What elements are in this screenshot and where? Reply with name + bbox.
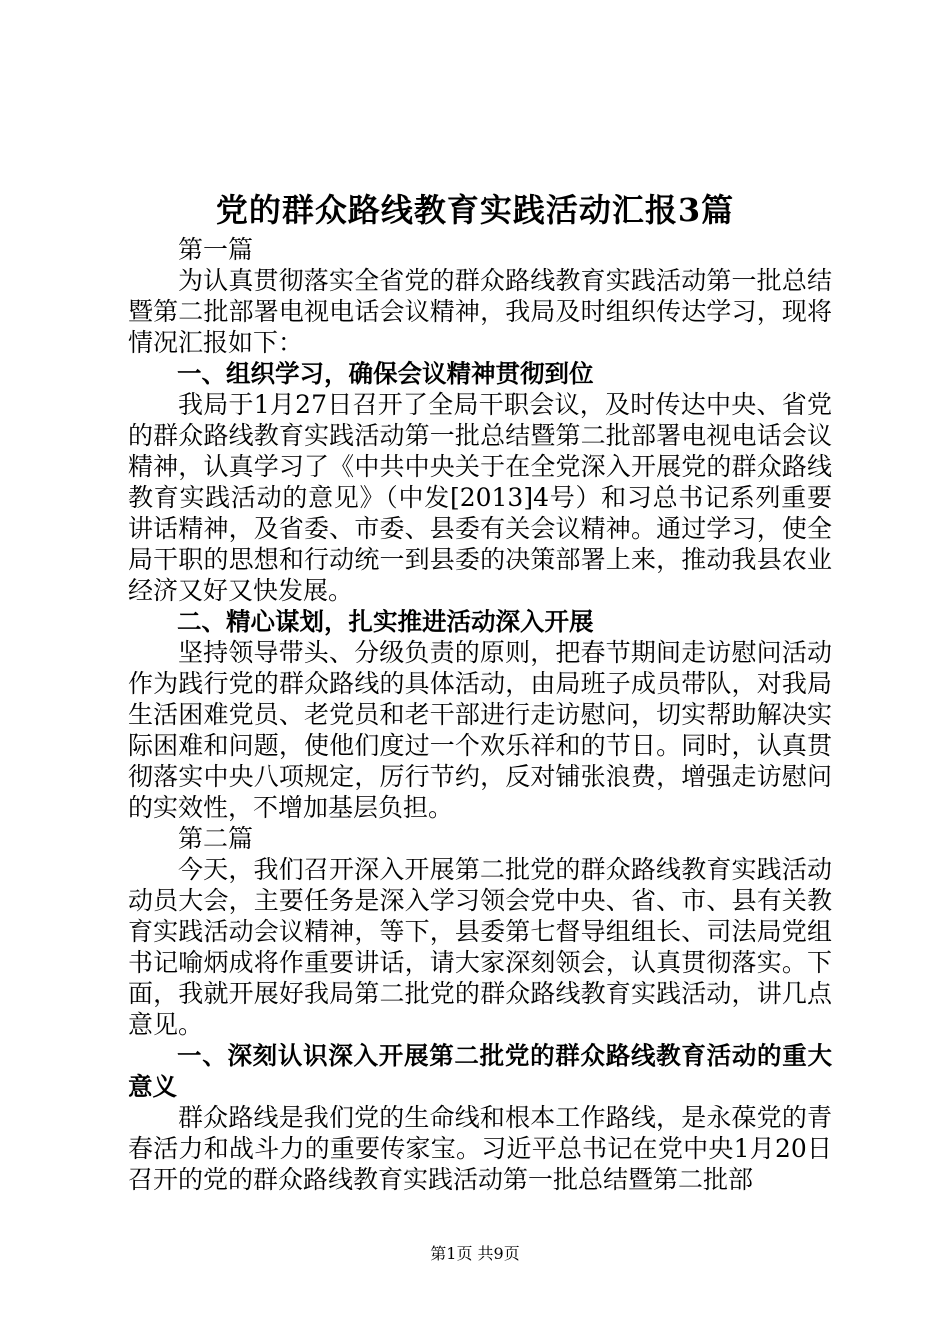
section-heading: 二、精心谋划，扎实推进活动深入开展 [177,607,594,636]
section-label: 第一篇 [178,235,254,264]
body-paragraph: 坚持领导带头、分级负责的原则，把春节期间走访慰问活动作为践行党的群众路线的具体活动，由局班子成员带队，对我局生活困难党员、老党员和老干部进行走访慰问，切实帮助解决实际困难和问题，使他们度过一个欢乐祥和的节日。同时，认真贯彻落实中央八项规定，厉行节约，反对铺张浪费，增强走访慰问的实效性，不增加基层负担。 [128,638,832,822]
section-heading: 一、组织学习，确保会议精神贯彻到位 [177,359,594,388]
section-heading: 一、深刻认识深入开展第二批党的群众路线教育活动的重大意义 [128,1041,832,1101]
document-body [128,234,832,1195]
section-label: 第二篇 [178,824,254,853]
page-footer: 第1页 共9页 [430,1244,520,1263]
body-paragraph: 今天，我们召开深入开展第二批党的群众路线教育实践活动动员大会，主要任务是深入学习领会党中央、省、市、县有关教育实践活动会议精神，等下，县委第七督导组组长、司法局党组书记喻炳成将作重要讲话，请大家深刻领会，认真贯彻落实。下面，我就开展好我局第二批党的群众路线教育实践活动，讲几点意见。 [128,855,832,1039]
body-paragraph: 群众路线是我们党的生命线和根本工作路线，是永葆党的青春活力和战斗力的重要传家宝。习近平总书记在党中央1月20日召开的党的群众路线教育实践活动第一批总结暨第二批部 [128,1103,832,1194]
body-paragraph: 为认真贯彻落实全省党的群众路线教育实践活动第一批总结暨第二批部署电视电话会议精神，我局及时组织传达学习，现将情况汇报如下： [128,266,832,357]
body-paragraph: 我局于1月27日召开了全局干职会议，及时传达中央、省党的群众路线教育实践活动第一批总结暨第二批部署电视电话会议精神，认真学习了《中共中央关于在全党深入开展党的群众路线教育实践活动的意见》（中发[2013]4号）和习总书记系列重要讲话精神，及省委、市委、县委有关会议精神。通过学习，使全局干职的思想和行动统一到县委的决策部署上来，推动我县农业经济又好又快发展。 [128,390,832,605]
document-title: 党的群众路线教育实践活动汇报3篇 [215,191,735,229]
